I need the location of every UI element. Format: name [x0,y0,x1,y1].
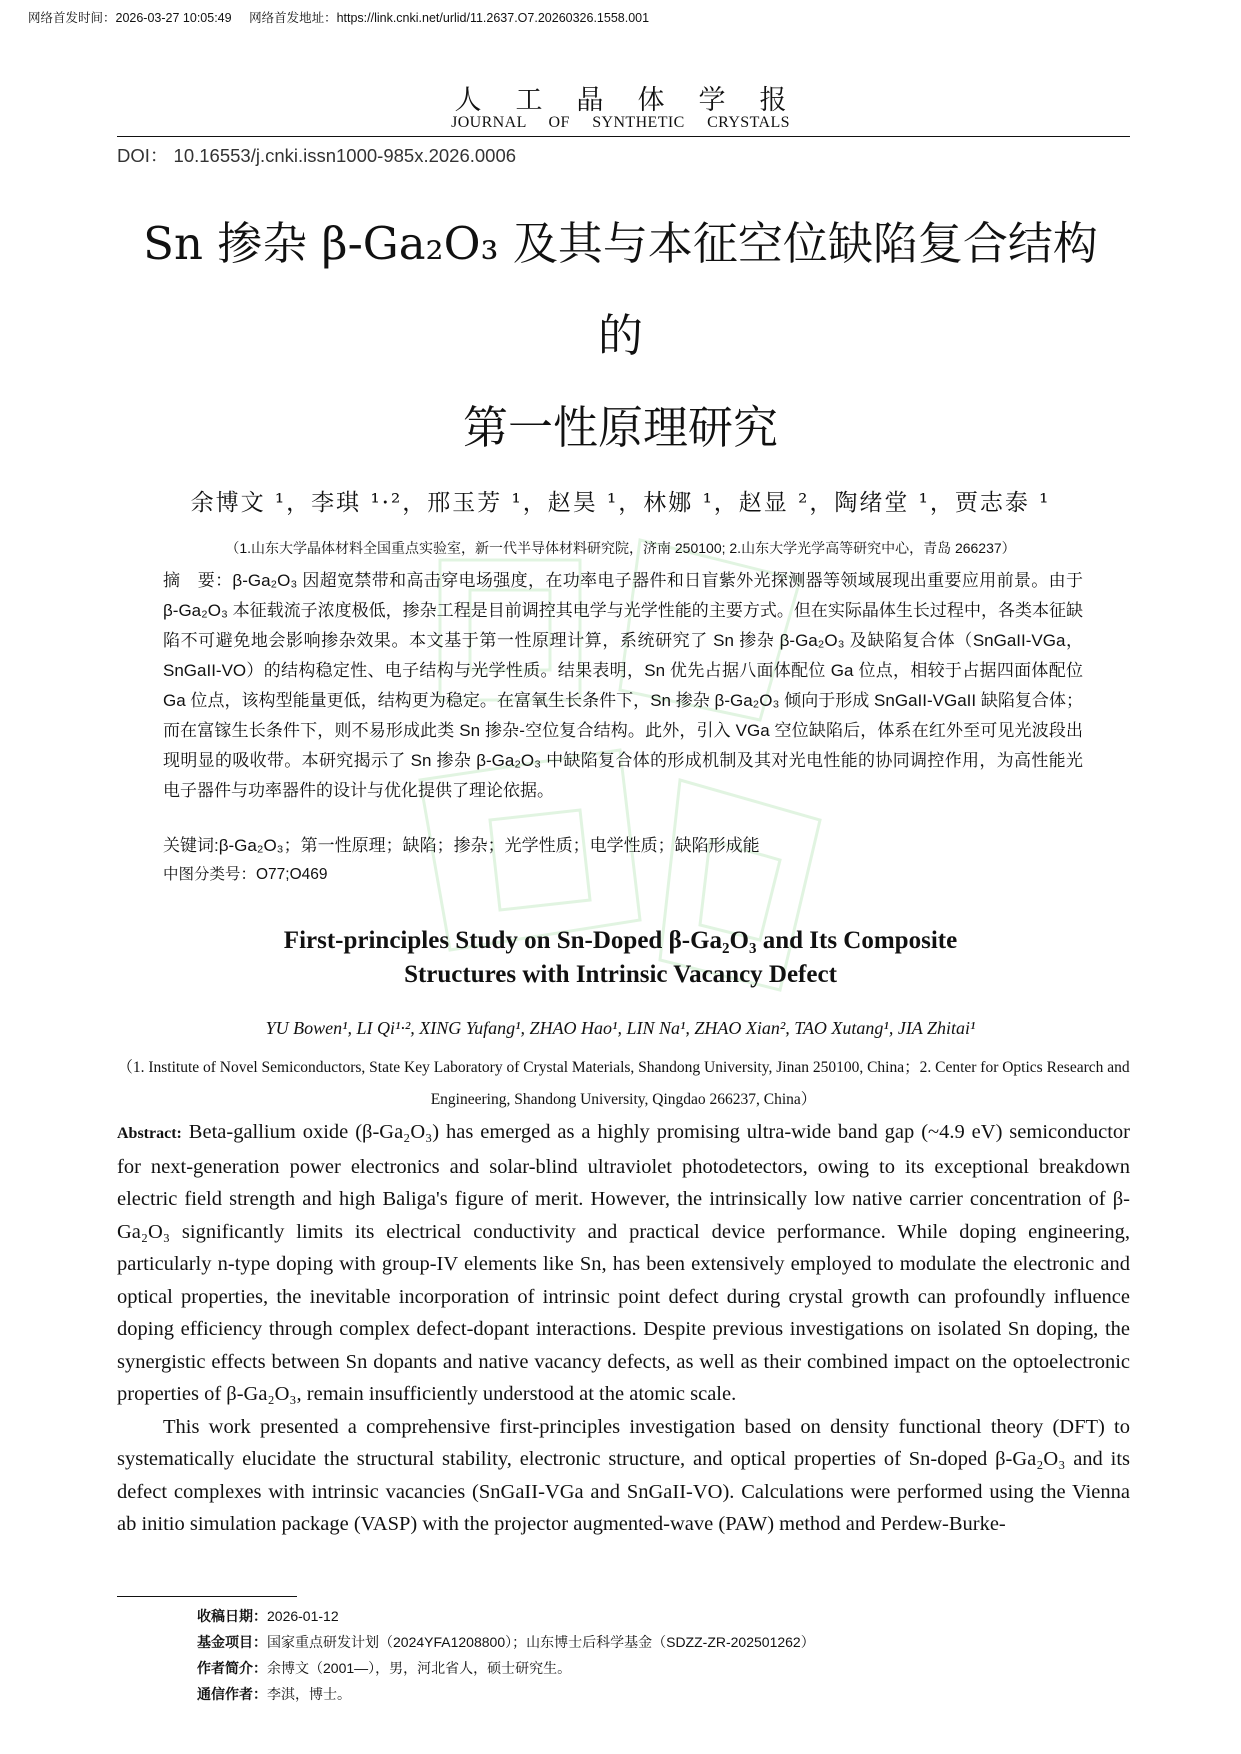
title-cn-line-3: 第一性原理研究 [462,401,778,454]
publish-info-bar [28,8,663,26]
paper-title-cn [0,198,1241,474]
fund-label: 基金项目： [197,1634,267,1650]
affiliation-en: （1. Institute of Novel Semiconductors, State Key Laboratory of Crystal Materials, Shandong University, Jinan 250100, China；2. Center for Optics Research and Engineering, Shandong University, Qingdao 266237, China） [117,1059,1130,1108]
bio-label: 作者简介： [197,1660,267,1676]
classification-cn: 中图分类号：O77;O469 [163,866,328,883]
abstract-en-para-2: This work presented a comprehensive first-principles investigation based on density functional theory (DFT) to systematically elucidate the structural stability, electronic structure, and optical properties of Sn-doped β-Ga₂O₃ and its defect complexes with intrinsic vacancies (SnGaII-VGa and SnGaII-VO). Calculations were performed using the Vienna ab initio simulation package (VASP) with the projector augmented-wave (PAW) method and Perdew-Burke- [117,1415,1130,1535]
footnote-rule [117,1596,297,1597]
received-date: 2026-01-12 [267,1608,339,1624]
title-en-line-2: Structures with Intrinsic Vacancy Defect [404,961,837,988]
abstract-en [117,1116,1130,1541]
abstract-en-label: Abstract: [117,1125,182,1142]
journal-name-en: JOURNAL OF SYNTHETIC CRYSTALS [451,114,790,131]
publish-url[interactable]: 网络首发地址：https://link.cnki.net/urlid/11.2637.O7.20260326.1558.001 [249,11,650,25]
footnotes [197,1603,815,1707]
journal-name-cn: 人工晶体学报 [454,85,821,116]
footnote-fund [197,1629,815,1655]
title-cn-line-1: Sn 掺杂 β-Ga₂O₃ 及其与本征空位缺陷复合结构 [143,217,1098,270]
corr-text: 李淇，博士。 [267,1686,351,1702]
footnote-received [197,1603,815,1629]
title-en-line-1: First-principles Study on Sn-Doped β-Ga₂O₃ and Its Composite [283,927,958,954]
authors-en: YU Bowen¹, LI Qi¹·², XING Yufang¹, ZHAO Hao¹, LIN Na¹, ZHAO Xian², TAO Xutang¹, JIA Zhitai¹ [265,1018,976,1038]
authors-cn: 余博文 ¹，李琪 ¹·²，邢玉芳 ¹，赵昊 ¹，林娜 ¹，赵显 ²，陶绪堂 ¹，贾志泰 ¹ [190,490,1051,516]
received-label: 收稿日期： [197,1608,267,1624]
affiliation-cn: （1.山东大学晶体材料全国重点实验室，新一代半导体材料研究院，济南 250100; 2.山东大学光学高等研究中心，青岛 266237） [225,540,1016,556]
abstract-cn-text: β-Ga₂O₃ 因超宽禁带和高击穿电场强度，在功率电子器件和日盲紫外光探测器等领域展现出重要应用前景。由于 β-Ga₂O₃ 本征载流子浓度极低，掺杂工程是目前调控其电学与光学性能的主要方式。但在实际晶体生长过程中，各类本征缺陷不可避免地会影响掺杂效果。本文基于第一性原理计算，系统研究了 Sn 掺杂 β-Ga₂O₃ 及缺陷复合体（SnGaII-VGa，SnGaII-VO）的结构稳定性、电子结构与光学性质。结果表明，Sn 优先占据八面体配位 Ga 位点，相较于占据四面体配位 Ga 位点，该构型能量更低，结构更为稳定。在富氧生长条件下，Sn 掺杂 β-Ga₂O₃ 倾向于形成 SnGaII-VGaII 缺陷复合体；而在富镓生长条件下，则不易形成此类 Sn 掺杂-空位复合结构。此外，引入 VGa 空位缺陷后，体系在红外至可见光波段出现明显的吸收带。本研究揭示了 Sn 掺杂 β-Ga₂O₃ 中缺陷复合体的形成机制及其对光电性能的协同调控作用，为高性能光电子器件与功率器件的设计与优化提供了理论依据。 [163,571,1083,800]
publish-time: 网络首发时间：2026-03-27 10:05:49 [28,11,232,25]
title-cn-line-2: 的 [597,309,643,362]
abstract-cn [163,566,1083,806]
doi[interactable]: DOI： 10.16553/j.cnki.issn1000-985x.2026.0006 [117,145,517,166]
header-rule [117,136,1130,137]
paper-title-en [0,924,1241,992]
abstract-cn-label: 摘 要： [163,571,233,590]
corr-label: 通信作者： [197,1686,267,1702]
abstract-en-para-1: Beta-gallium oxide (β-Ga₂O₃) has emerged as a highly promising ultra-wide band gap (~4.9 eV) semiconductor for next-generation power electronics and solar-blind ultraviolet photodetectors, owing to its exceptional breakdown electric field strength and high Baliga's figure of merit. However, the intrinsically low native carrier concentration of β-Ga₂O₃ significantly limits its electrical conductivity and practical device performance. While doping engineering, particularly n-type doping with group-IV elements like Sn, has been extensively employed to modulate the electronic and optical properties, the inevitable incorporation of intrinsic point defect during crystal growth can profoundly influence doping efficiency through complex defect-dopant interactions. Despite previous investigations on isolated Sn doping, the synergistic effects between Sn dopants and native vacancy defects, as well as their combined impact on the optoelectronic properties of β-Ga₂O₃, remain insufficiently understood at the atomic scale. [117,1121,1130,1405]
footnote-corresponding [197,1681,815,1707]
fund-text: 国家重点研发计划（2024YFA1208800）；山东博士后科学基金（SDZZ-ZR-202501262） [267,1634,815,1650]
bio-text: 余博文（2001—），男，河北省人，硕士研究生。 [267,1660,572,1676]
keywords-cn: 关键词:β-Ga₂O₃；第一性原理；缺陷；掺杂；光学性质；电学性质；缺陷形成能 [163,836,760,855]
footnote-bio [197,1655,815,1681]
